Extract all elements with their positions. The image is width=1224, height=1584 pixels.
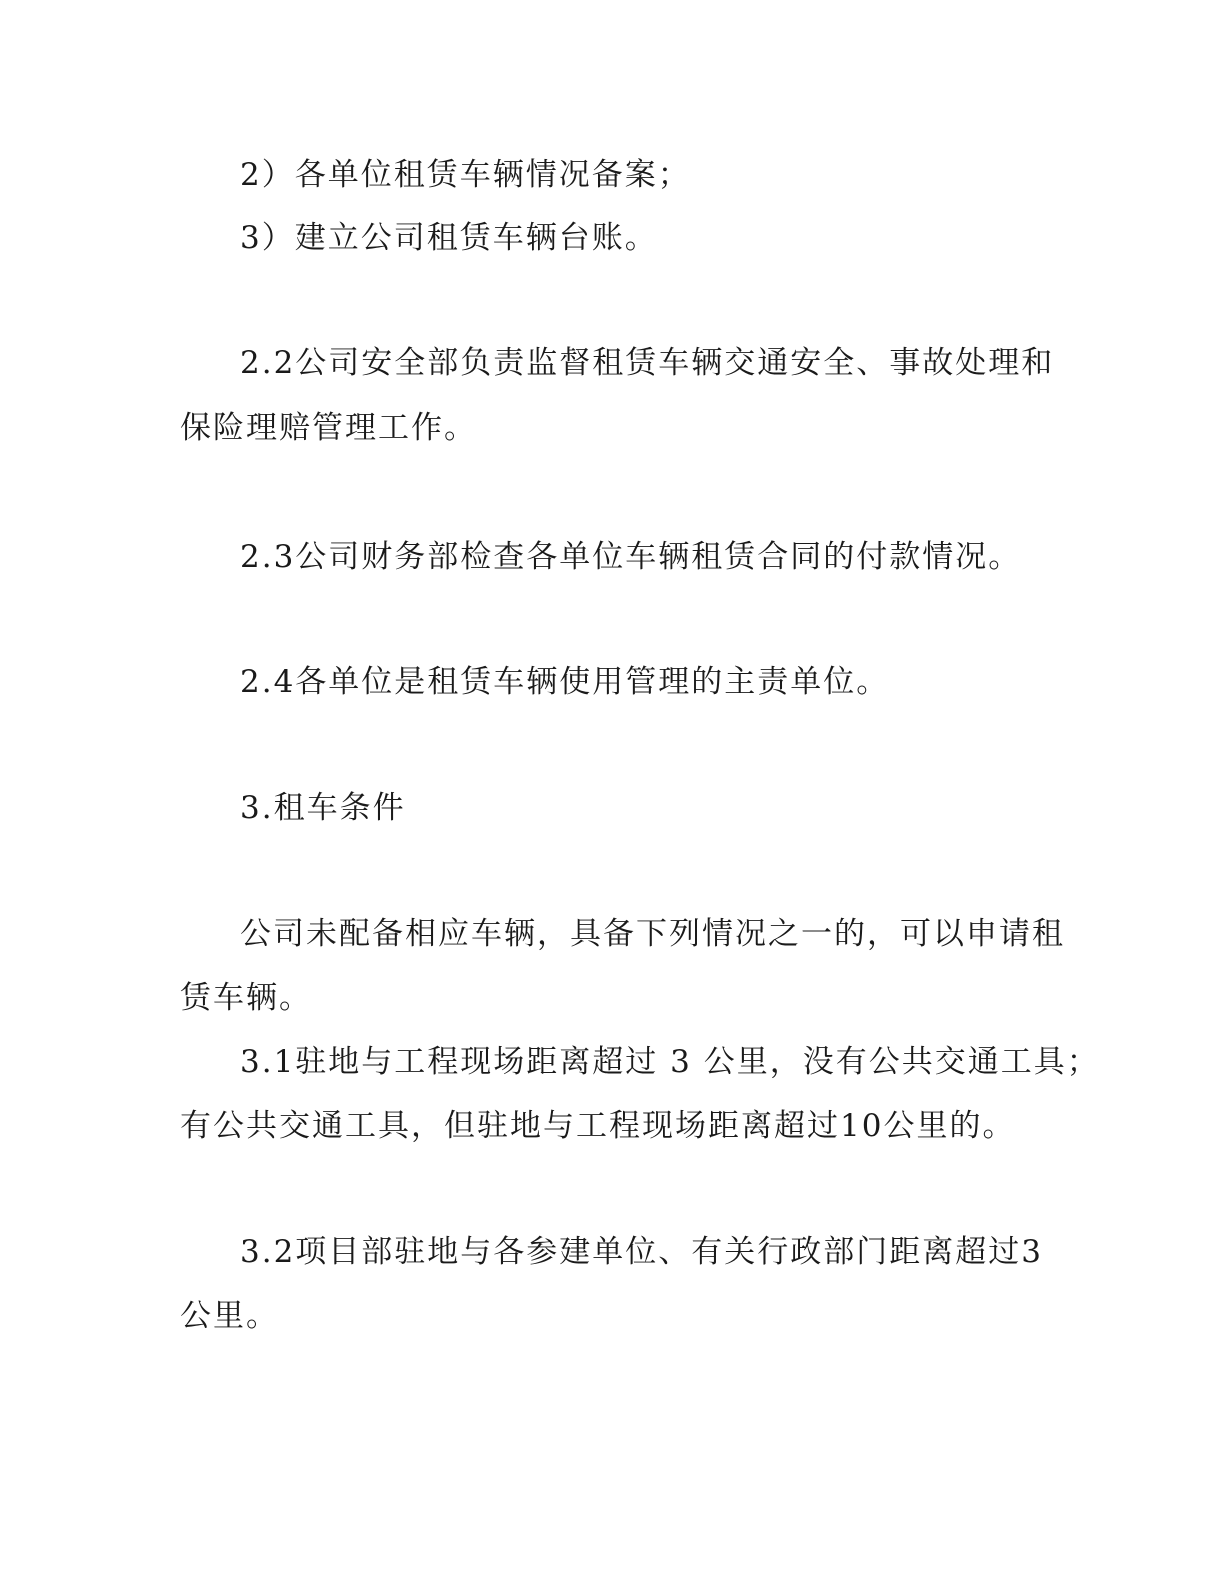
- clause-2-4: 2.4各单位是租赁车辆使用管理的主责单位。: [240, 664, 890, 700]
- clause-3-2-line-2: 公里。: [180, 1298, 279, 1334]
- list-item-2: 2）各单位租赁车辆情况备案；: [240, 157, 691, 193]
- clause-3-1-line-1: 3.1驻地与工程现场距离超过 3 公里，没有公共交通工具；: [240, 1044, 1100, 1080]
- clause-2-3: 2.3公司财务部检查各单位车辆租赁合同的付款情况。: [240, 539, 1022, 575]
- clause-3-1-line-2: 有公共交通工具，但驻地与工程现场距离超过10公里的。: [180, 1108, 1016, 1144]
- clause-2-2-line-1: 2.2公司安全部负责监督租赁车辆交通安全、事故处理和: [240, 345, 1055, 381]
- paragraph-intro-line-2: 赁车辆。: [180, 980, 312, 1016]
- list-item-3: 3）建立公司租赁车辆台账。: [240, 220, 658, 256]
- section-heading-3: 3.租车条件: [240, 790, 406, 826]
- clause-3-2-line-1: 3.2项目部驻地与各参建单位、有关行政部门距离超过3: [240, 1234, 1044, 1270]
- clause-2-2-line-2: 保险理赔管理工作。: [180, 410, 477, 446]
- paragraph-intro-line-1: 公司未配备相应车辆，具备下列情况之一的，可以申请租: [240, 916, 1065, 952]
